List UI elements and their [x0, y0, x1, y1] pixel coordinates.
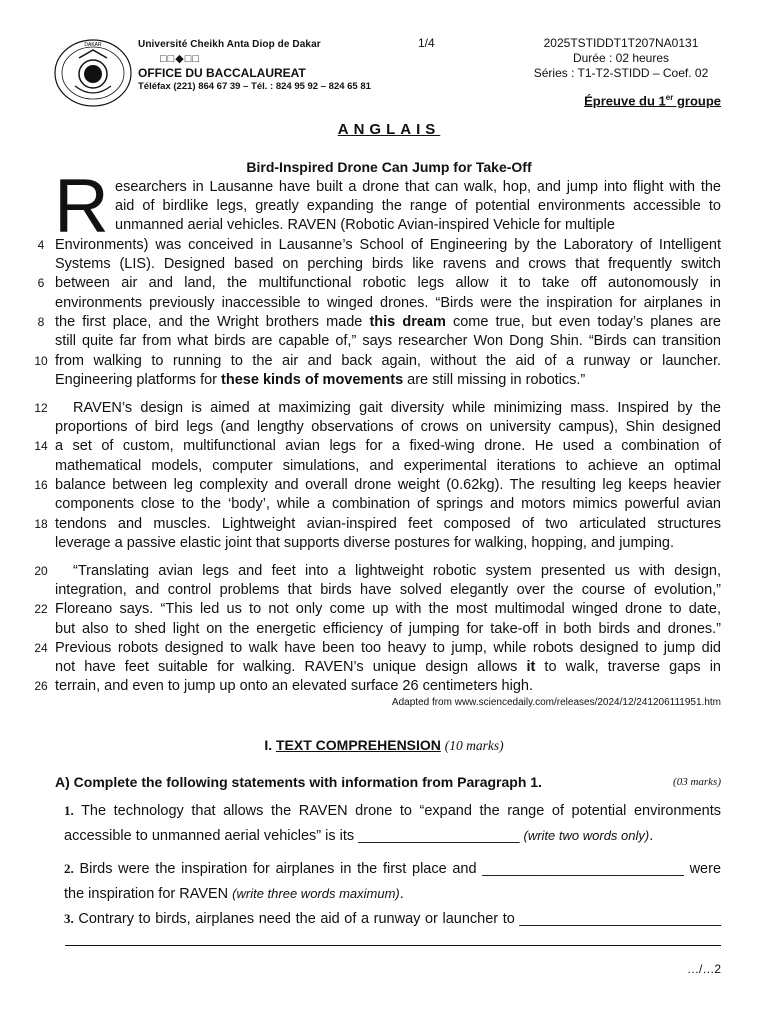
- question-2-text-end: were: [689, 861, 722, 877]
- question-1-line-2: [64, 826, 653, 846]
- passage-line: Environments) was conceived in Lausanne’s School of Engineering by the Laboratory of Intelligent: [55, 237, 721, 253]
- section-number: I.: [264, 737, 273, 753]
- question-2-number: 2.: [64, 861, 74, 876]
- passage-title: Bird-Inspired Drone Can Jump for Take-Off: [246, 159, 532, 175]
- line-number: 22: [34, 602, 48, 616]
- passage-line: not have feet suitable for walking. RAVEN’s unique design allows it to walk, traverse gaps in: [55, 659, 721, 675]
- passage-line: components close to the ‘body’, while a combination of springs and motors mimics powerful avian: [55, 496, 721, 512]
- line-number: 10: [34, 354, 48, 368]
- emphasized-phrase: this dream: [369, 314, 446, 330]
- line-number: 24: [34, 641, 48, 655]
- question-1-hint: (write two words only): [523, 828, 650, 843]
- line-number: 16: [34, 478, 48, 492]
- university-name: Université Cheikh Anta Diop de Dakar: [138, 39, 321, 50]
- question-1-line-1: [64, 801, 721, 821]
- exam-code: 2025TSTIDDT1T207NA0131: [543, 36, 699, 50]
- page-number: 1/4: [418, 36, 435, 50]
- passage-line: Systems (LIS). Designed based on perching birds like ravens and crows that frequently switch: [55, 256, 721, 272]
- passage-line: aid of birdlike legs, greatly expanding the range of potential environments accessible to: [115, 198, 721, 214]
- section-marks: (10 marks): [444, 738, 504, 753]
- passage-line: esearchers in Lausanne have built a drone that can walk, hop, and jump into flight with the: [115, 179, 721, 195]
- drop-cap: R: [54, 164, 109, 249]
- passage-line: mathematical models, computer simulations, and experimental iterations to achieve an optimal: [55, 458, 721, 474]
- line-number: 26: [34, 679, 48, 693]
- header-ornament: □□◆□□: [160, 53, 201, 65]
- question-3-line-1: [64, 909, 721, 929]
- source-citation: Adapted from www.sciencedaily.com/releases/2024/12/241206111951.htm: [391, 697, 721, 708]
- passage-line: a set of custom, multifunctional avian legs for a fixed-wing drone. He used a combination of: [55, 438, 721, 454]
- line-number: 18: [34, 517, 48, 531]
- question-1-text-2: accessible to unmanned aerial vehicles” is its: [64, 828, 355, 844]
- passage-line: leverage a passive elastic joint that supports diverse postures for walking, hopping, and jumping.: [55, 535, 675, 551]
- passage-line: the first place, and the Wright brothers made this dream come true, but even today’s planes are: [55, 314, 721, 330]
- passage-line: RAVEN’s design is aimed at maximizing gait diversity while minimizing mass. Inspired by the: [73, 400, 721, 416]
- section-title: TEXT COMPREHENSION: [276, 737, 441, 753]
- line-number: 20: [34, 564, 48, 578]
- university-seal: [53, 38, 133, 108]
- line-number: 14: [34, 439, 48, 453]
- line-number: 4: [37, 238, 45, 252]
- question-1-number: 1.: [64, 803, 74, 818]
- question-2-line-2: [64, 884, 404, 904]
- passage-line: Floreano says. “This led us to not only come up with the most multimodal winged drone to date,: [55, 601, 721, 617]
- passage-line: from walking to running to the air and back again, without the aid of a runway or launcher.: [55, 353, 721, 369]
- question-3-text: Contrary to birds, airplanes need the aid of a runway or launcher to: [78, 911, 515, 927]
- part-a-instruction: A) Complete the following statements with information from Paragraph 1.: [55, 774, 542, 790]
- question-2-period: .: [399, 886, 404, 902]
- page-continuation: …/…2: [686, 962, 721, 976]
- passage-line: “Translating avian legs and feet into a lightweight robotic system presented us with design,: [73, 563, 721, 579]
- question-2-hint: (write three words maximum): [232, 886, 400, 901]
- line-number: 6: [37, 276, 45, 290]
- line-number: 12: [34, 401, 48, 415]
- passage-line: tendons and muscles. Lightweight avian-inspired feet composed of two articulated structures: [55, 516, 721, 532]
- passage-line: Engineering platforms for these kinds of movements are still missing in robotics.”: [55, 372, 586, 388]
- question-2-text: Birds were the inspiration for airplanes in the first place and: [79, 861, 477, 877]
- question-1-period: .: [649, 828, 654, 844]
- question-3-number: 3.: [64, 911, 74, 926]
- exam-series: Séries : T1-T2-STIDD – Coef. 02: [533, 66, 709, 80]
- exam-group-sup: er: [665, 93, 674, 102]
- exam-info: [521, 36, 721, 81]
- passage-line: terrain, and even to jump up onto an elevated surface 26 centimeters high.: [55, 678, 533, 694]
- svg-text:DAKAR: DAKAR: [84, 42, 102, 48]
- exam-group: [584, 93, 721, 108]
- emphasized-phrase: it: [526, 659, 536, 675]
- exam-group-end: groupe: [673, 93, 721, 109]
- question-2-line-1: [64, 859, 721, 879]
- part-a-marks: (03 marks): [673, 776, 721, 788]
- answer-blank-1[interactable]: ____________________: [358, 828, 520, 844]
- passage-line: proportions of bird legs (and lengthy observations of crows on university campus), Shin designed: [55, 419, 721, 435]
- passage-line: between air and land, the multifunctional robotic legs allow it to take off autonomously in: [55, 275, 721, 291]
- passage-line: integration, and control problems that birds have solved elegantly over the course of evolution,”: [55, 582, 721, 598]
- emphasized-phrase: these kinds of movements: [221, 372, 404, 388]
- institution-block: [138, 38, 371, 94]
- office-name: OFFICE DU BACCALAUREAT: [138, 66, 306, 80]
- passage-line: still quite far from what birds are capable of,” says researcher Won Dong Shin. “Birds can transition: [55, 333, 721, 349]
- answer-line-3[interactable]: [65, 945, 721, 946]
- passage-line: environments previously inaccessible to winged drones. “Birds were the inspiration for airplanes in: [55, 295, 721, 311]
- telephone-line: Téléfax (221) 864 67 39 – Tél. : 824 95 92 – 824 65 81: [138, 81, 371, 92]
- passage-line: but also to shed light on the energetic efficiency of jumping for take-off in both birds and drones.”: [55, 621, 721, 637]
- passage-line: balance between leg complexity and overall drone weight (0.62kg). The resulting leg keeps heavier: [55, 477, 721, 493]
- section-heading: [0, 737, 768, 754]
- answer-blank-3[interactable]: _________________________: [519, 911, 722, 927]
- exam-group-text: Épreuve du 1: [584, 93, 666, 109]
- passage-line: Previous robots designed to walk have been too heavy to jump, while robots designed to jump did: [55, 640, 721, 656]
- exam-duration: Durée : 02 heures: [572, 51, 670, 65]
- answer-blank-2[interactable]: _________________________: [482, 861, 684, 877]
- line-number: 8: [37, 315, 45, 329]
- question-2-text-2: the inspiration for RAVEN: [64, 886, 229, 902]
- subject-title: ANGLAIS: [337, 121, 441, 138]
- question-1-text: The technology that allows the RAVEN drone to “expand the range of potential environments: [81, 803, 721, 819]
- passage-line: unmanned aerial vehicles. RAVEN (Robotic Avian-inspired Vehicle for multiple: [115, 217, 615, 233]
